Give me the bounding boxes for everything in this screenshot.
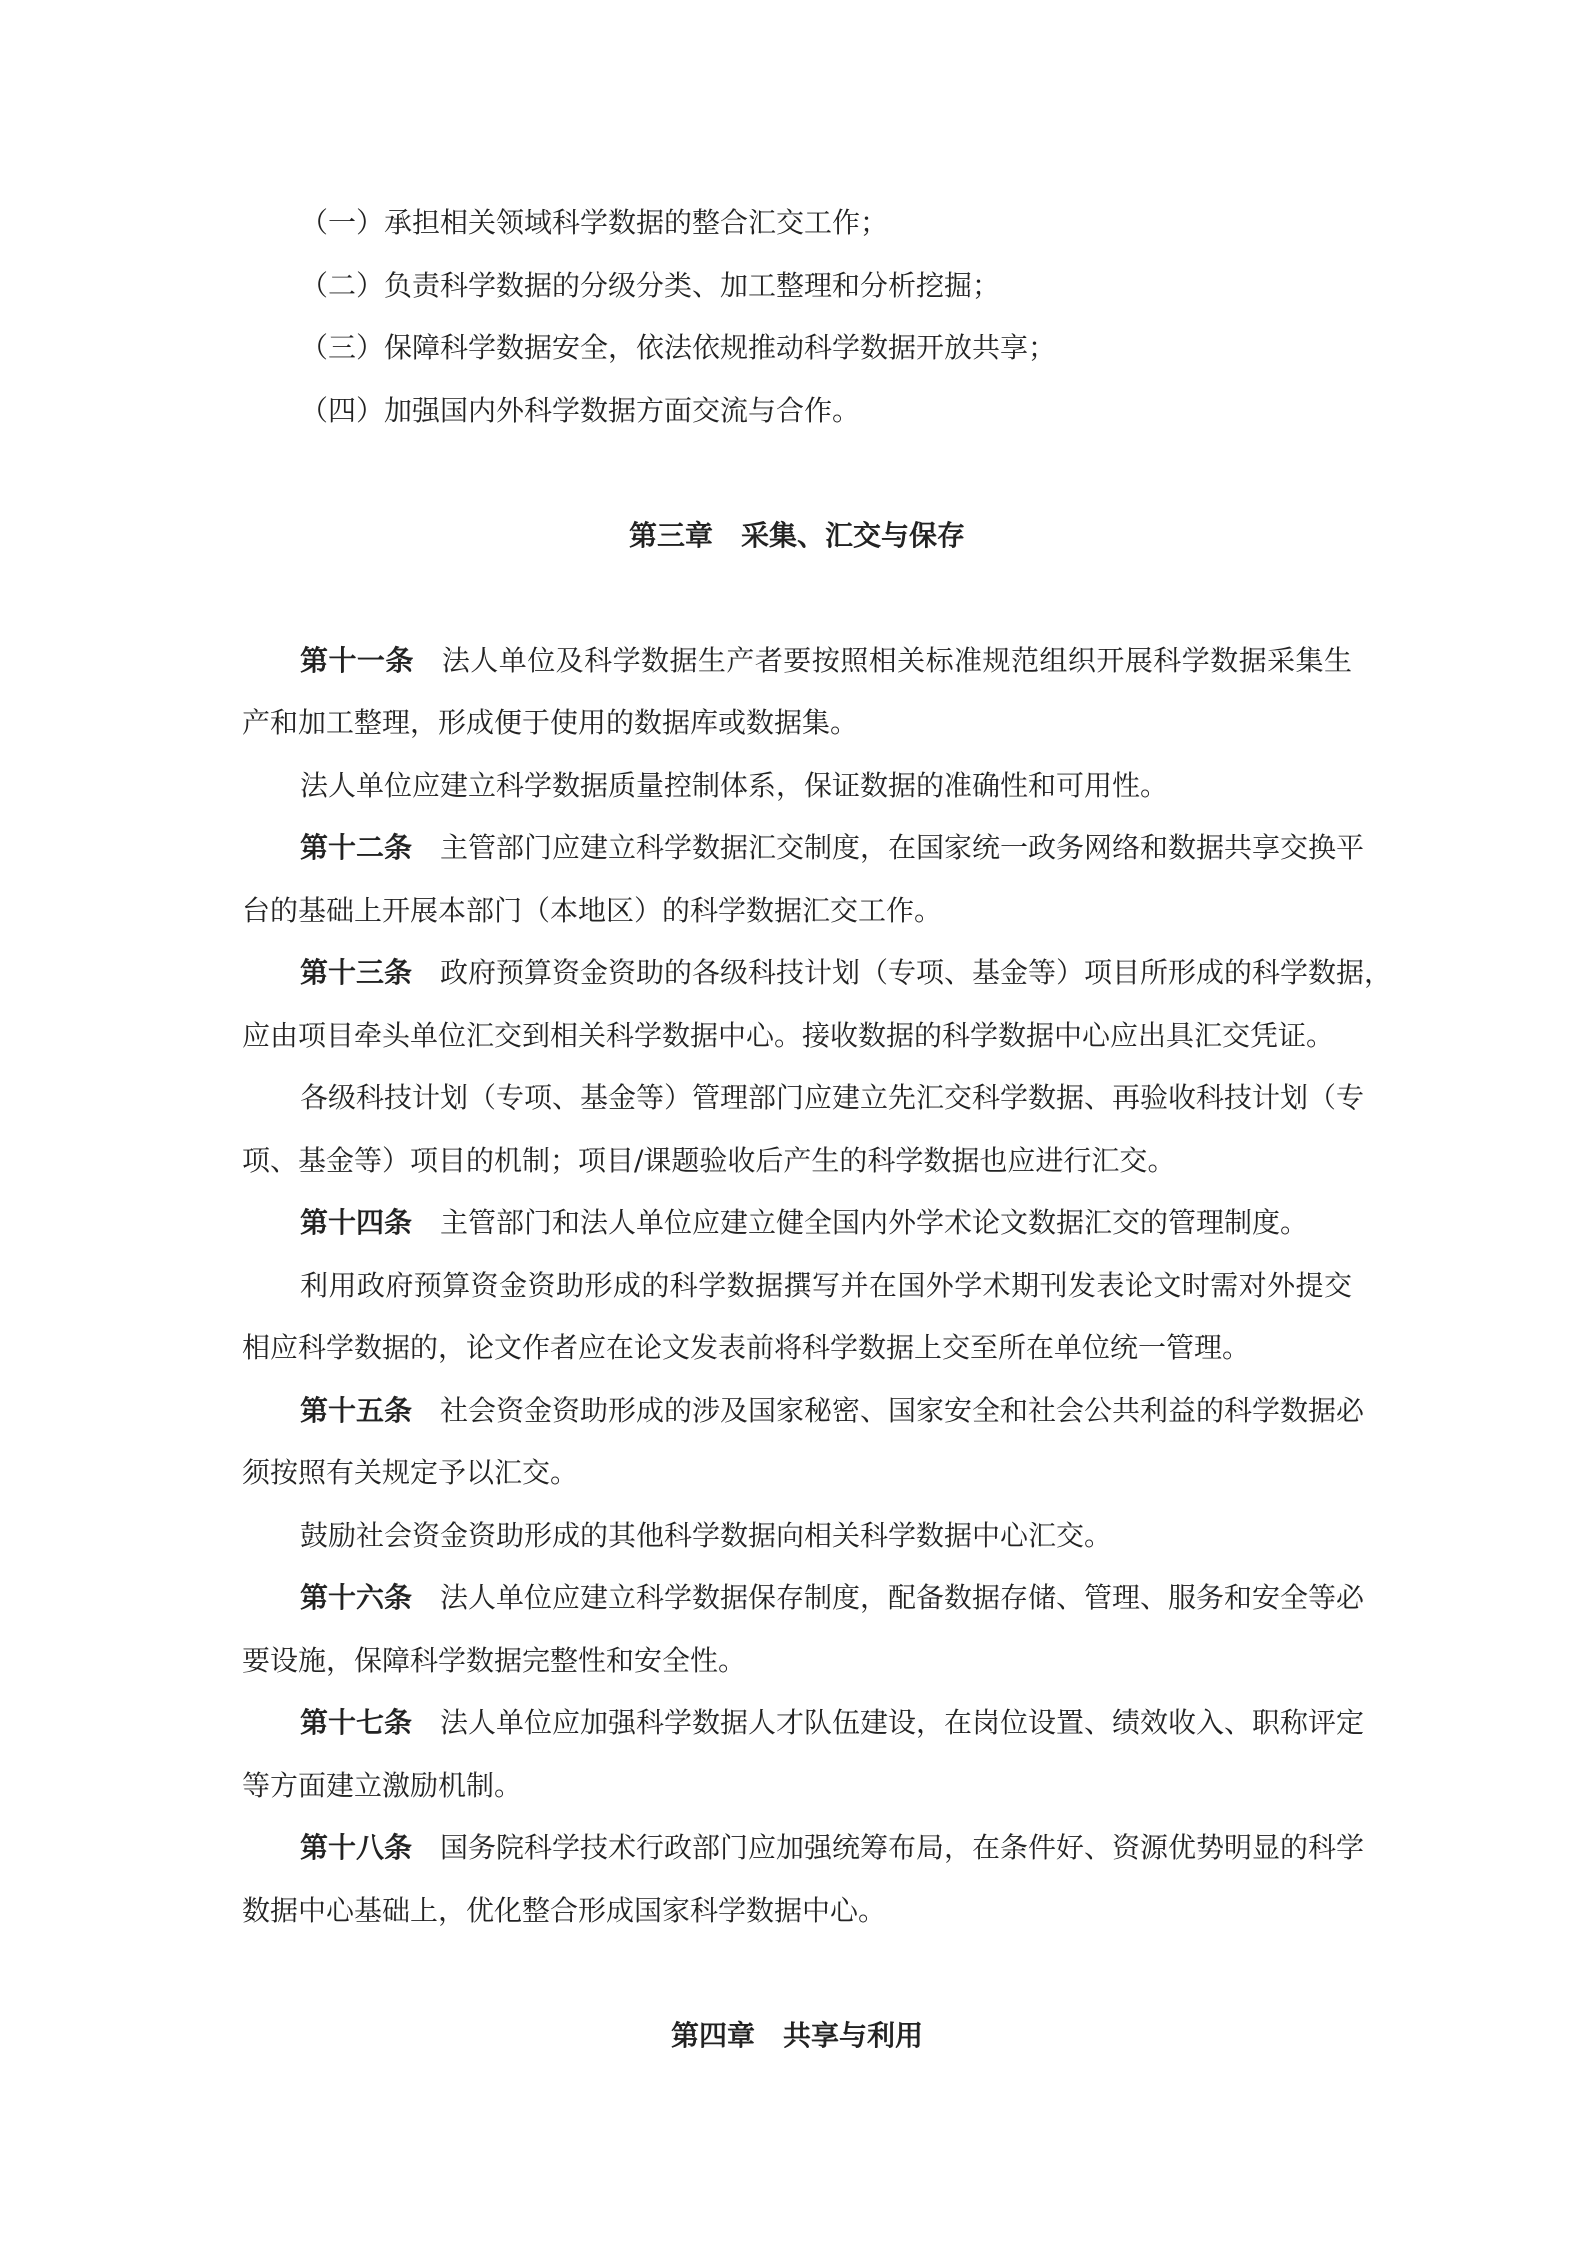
paragraph <box>242 1255 1352 1380</box>
article-paragraph <box>242 1692 1365 1817</box>
paragraph <box>242 755 1352 818</box>
text-line <box>242 1005 1352 1068</box>
text-line <box>242 1067 1365 1130</box>
article-number: 第十八条 <box>300 1831 413 1864</box>
article-number: 第十二条 <box>300 831 413 864</box>
article-list <box>242 630 1393 1943</box>
list-item: （三）保障科学数据安全，依法依规推动科学数据开放共享； <box>300 331 1057 364</box>
article-paragraph <box>242 942 1393 1067</box>
text-line <box>242 1755 1352 1818</box>
line-text: 法人单位应建立科学数据质量控制体系，保证数据的准确性和可用性。 <box>300 768 1169 802</box>
line-text: 数据中心基础上，优化整合形成国家科学数据中心。 <box>242 1893 887 1927</box>
article-number: 第十四条 <box>300 1206 413 1239</box>
text-line <box>242 1442 1352 1505</box>
text-line <box>242 1255 1352 1318</box>
document-page <box>242 192 1393 2067</box>
list-item: （四）加强国内外科学数据方面交流与合作。 <box>300 393 861 427</box>
paragraph <box>242 1505 1352 1568</box>
text-line <box>242 630 1352 693</box>
chapter-heading: 第四章 共享与利用 <box>670 2018 923 2052</box>
text-line <box>242 880 1352 943</box>
chapter-heading: 第三章 采集、汇交与保存 <box>628 518 965 552</box>
text-line <box>242 1192 1352 1255</box>
line-text: 鼓励社会资金资助形成的其他科学数据向相关科学数据中心汇交。 <box>300 1518 1113 1552</box>
article-paragraph <box>242 1567 1365 1692</box>
list-item: （二）负责科学数据的分级分类、加工整理和分析挖掘； <box>300 268 1001 302</box>
list-item: （一）承担相关领域科学数据的整合汇交工作； <box>300 206 889 239</box>
text-line <box>242 1630 1352 1693</box>
article-paragraph <box>242 630 1352 755</box>
line-text: 须按照有关规定予以汇交。 <box>242 1456 579 1489</box>
spacer <box>242 1942 1352 2005</box>
article-number: 第十一条 <box>300 643 414 677</box>
text-line <box>242 1130 1352 1193</box>
text-line <box>242 942 1393 1005</box>
text-line <box>242 1380 1365 1443</box>
line-text: 社会资金资助形成的涉及国家秘密、国家安全和社会公共利益的科学数据必 <box>440 1393 1365 1427</box>
line-text: 应由项目牵头单位汇交到相关科学数据中心。接收数据的科学数据中心应出具汇交凭证。 <box>242 1018 1335 1052</box>
spacer <box>242 442 1352 505</box>
line-text: 国务院科学技术行政部门应加强统筹布局，在条件好、资源优势明显的科学 <box>440 1831 1365 1864</box>
text-line <box>242 1317 1352 1380</box>
text-line <box>242 1692 1365 1755</box>
text-line <box>242 692 1352 755</box>
article-number: 第十五条 <box>300 1393 413 1427</box>
text-line <box>242 1817 1365 1880</box>
line-text: 利用政府预算资金资助形成的科学数据撰写并在国外学术期刊发表论文时需对外提交 <box>300 1268 1352 1302</box>
line-text: 相应科学数据的，论文作者应在论文发表前将科学数据上交至所在单位统一管理。 <box>242 1331 1251 1364</box>
line-text: 等方面建立激励机制。 <box>242 1768 523 1802</box>
line-text: 主管部门和法人单位应建立健全国内外学术论文数据汇交的管理制度。 <box>440 1206 1309 1239</box>
article-paragraph <box>242 817 1365 942</box>
line-text: 主管部门应建立科学数据汇交制度，在国家统一政务网络和数据共享交换平 <box>440 831 1365 864</box>
article-paragraph <box>242 1380 1365 1505</box>
article-paragraph <box>242 1817 1365 1942</box>
line-text: 项、基金等）项目的机制；项目/课题验收后产生的科学数据也应进行汇交。 <box>242 1143 1176 1177</box>
article-number: 第十三条 <box>300 956 413 989</box>
line-text: 要设施，保障科学数据完整性和安全性。 <box>242 1643 747 1677</box>
text-line <box>242 1505 1352 1568</box>
text-line <box>242 1567 1365 1630</box>
text-line <box>242 817 1365 880</box>
text-line <box>242 755 1352 818</box>
text-line <box>242 1880 1352 1943</box>
article-paragraph <box>242 1192 1352 1255</box>
line-text: 法人单位应加强科学数据人才队伍建设，在岗位设置、绩效收入、职称评定 <box>440 1706 1365 1739</box>
article-number: 第十七条 <box>300 1706 413 1739</box>
line-text: 各级科技计划（专项、基金等）管理部门应建立先汇交科学数据、再验收科技计划（专 <box>300 1081 1365 1114</box>
line-text: 法人单位应建立科学数据保存制度，配备数据存储、管理、服务和安全等必 <box>440 1581 1365 1614</box>
paragraph <box>242 1067 1365 1192</box>
spacer <box>242 567 1352 630</box>
line-text: 政府预算资金资助的各级科技计划（专项、基金等）项目所形成的科学数据， <box>440 956 1393 989</box>
line-text: 台的基础上开展本部门（本地区）的科学数据汇交工作。 <box>242 893 943 927</box>
article-number: 第十六条 <box>300 1581 413 1614</box>
line-text: 法人单位及科学数据生产者要按照相关标准规范组织开展科学数据采集生 <box>441 643 1352 677</box>
line-text: 产和加工整理，形成便于使用的数据库或数据集。 <box>242 706 859 739</box>
